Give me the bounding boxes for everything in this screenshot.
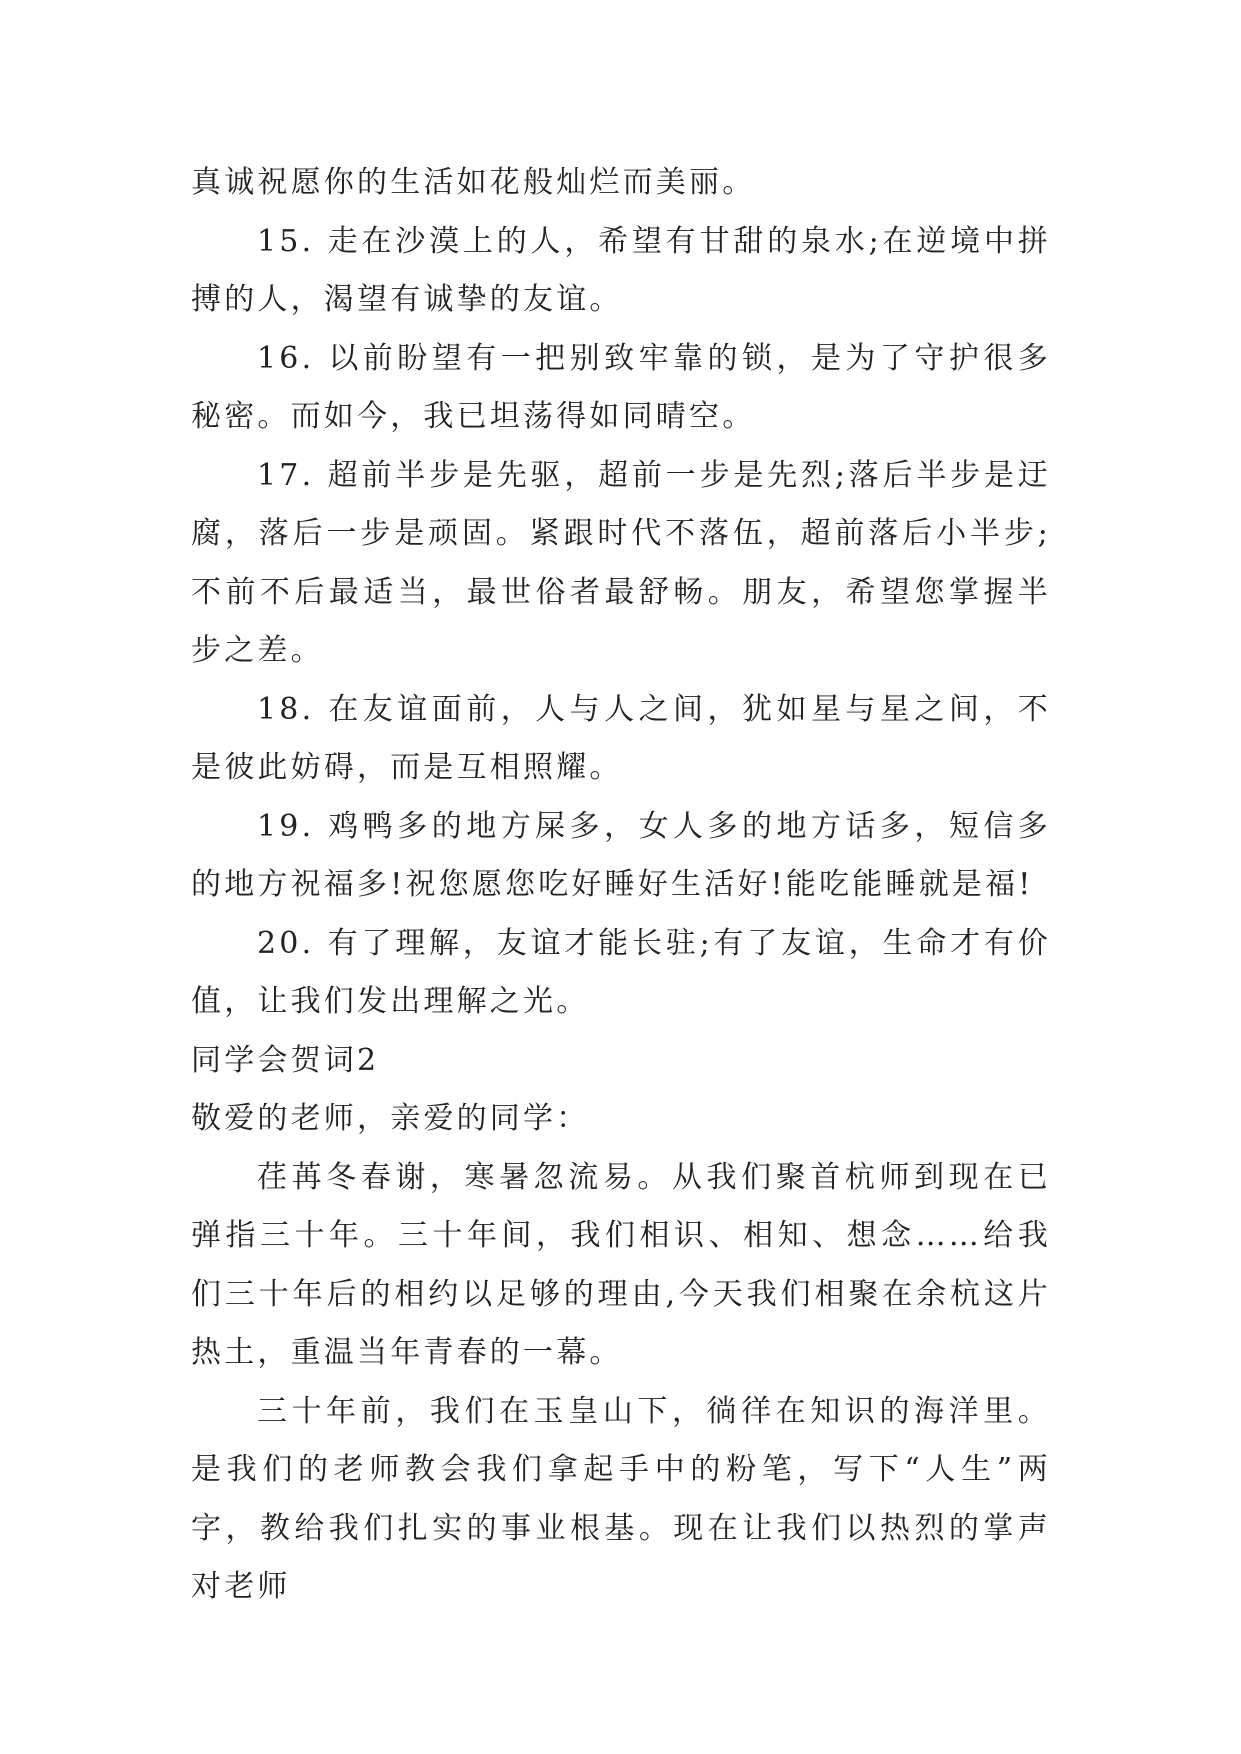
salutation: 敬爱的老师，亲爱的同学： — [191, 1101, 590, 1136]
paragraph-intro-end: 真诚祝愿你的生活如花般灿烂而美丽。 — [191, 165, 756, 200]
paragraph-item-20: 20. 有了理解，友谊才能长驻;有了友谊，生命才有价值，让我们发出理解之光。 — [191, 925, 1051, 1019]
paragraph-item-18: 18. 在友谊面前，人与人之间，犹如星与星之间，不是彼此妨碍，而是互相照耀。 — [191, 691, 1051, 785]
paragraph-item-19: 19. 鸡鸭多的地方屎多，女人多的地方话多，短信多的地方祝福多!祝您愿您吃好睡好生活好!能吃能睡就是福! — [191, 808, 1051, 902]
paragraph-item-17: 17. 超前半步是先驱，超前一步是先烈;落后半步是迂腐，落后一步是顽固。紧跟时代不落伍，超前落后小半步;不前不后最适当，最世俗者最舒畅。朋友，希望您掌握半步之差。 — [191, 457, 1051, 668]
paragraph-body-1: 荏苒冬春谢，寒暑忽流易。从我们聚首杭师到现在已弹指三十年。三十年间，我们相识、相知、想念……给我们三十年后的相约以足够的理由,今天我们相聚在余杭这片热土，重温当年青春的一幕。 — [191, 1159, 1051, 1370]
paragraph-item-15: 15. 走在沙漠上的人，希望有甘甜的泉水;在逆境中拼搏的人，渴望有诚挚的友谊。 — [191, 223, 1051, 317]
document-body — [191, 154, 1051, 1617]
section-heading: 同学会贺词2 — [191, 1042, 380, 1078]
paragraph-item-16: 16. 以前盼望有一把别致牢靠的锁，是为了守护很多秘密。而如今，我已坦荡得如同晴空。 — [191, 340, 1051, 434]
paragraph-body-2: 三十年前，我们在玉皇山下，徜徉在知识的海洋里。是我们的老师教会我们拿起手中的粉笔，写下“人生”两字，教给我们扎实的事业根基。现在让我们以热烈的掌声对老师 — [191, 1393, 1051, 1604]
